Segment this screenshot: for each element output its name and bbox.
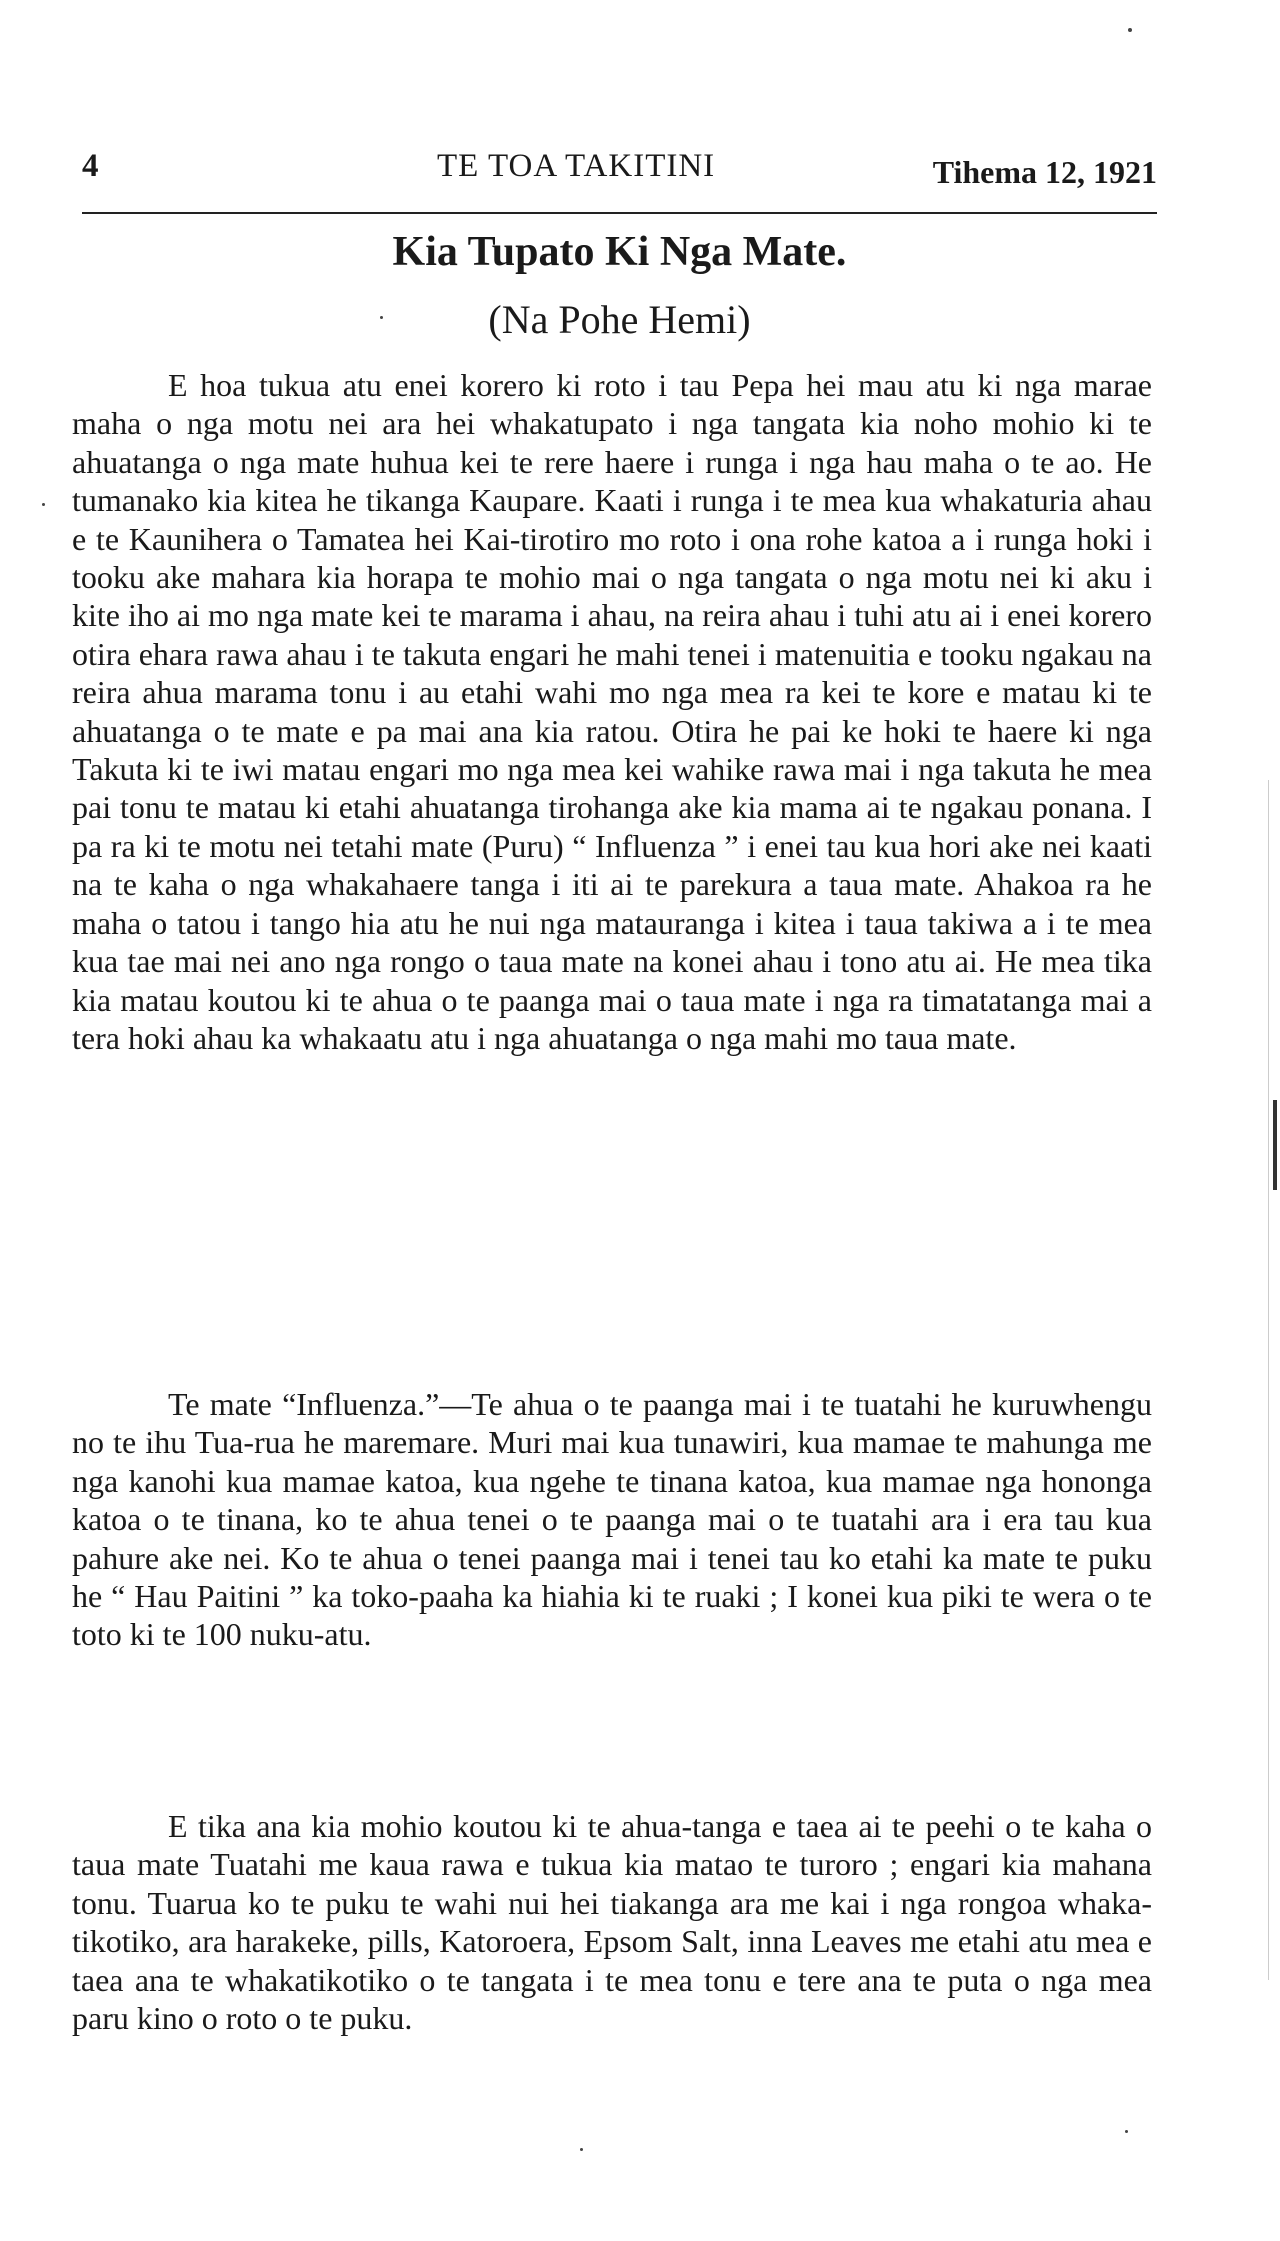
- page-header: [82, 148, 1157, 196]
- issue-date: Tihema 12, 1921: [932, 154, 1157, 190]
- print-speck: [42, 503, 45, 506]
- paragraph-1: E hoa tukua atu enei korero ki roto i tau Pepa hei mau atu ki nga marae maha o nga motu nei ara hei whakatupato i nga tangata kia noho mohio ki te ahuatanga o nga mate huhua kei te rere haere i runga i nga hau maha o te ao. He tumanako kia kitea he tikanga Kaupare. Kaati i runga i te mea kua whakaturia ahau e te Kaunihera o Tamatea hei Kai-tirotiro mo roto i ona rohe katoa a i runga hoki i tooku ake mahara kia horapa te mohio mai o nga tangata o nga motu nei ki aku i kite iho ai mo nga mate kei te marama i ahau, na reira ahau i tuhi atu ai i enei korero otira ehara rawa ahau i te takuta engari he mahi tenei i matenuitia e tooku ngakau na reira ahua marama tonu i au etahi wahi mo nga mea ra kei te kore e matau ki te ahuatanga o te mate e pa mai ana kia ratou. Otira he pai ke hoki te haere ki nga Takuta ki te iwi matau engari mo nga mea kei wahike rawa mai i nga takuta he mea pai tonu te matau ki etahi ahuatanga tirohanga ake kia mama ai te ngakau ponana. I pa ra ki te motu nei tetahi mate (Puru) “ Influenza ” i enei tau kua hori ake nei kaati na te kaha o nga whakahaere tanga i iti ai te parekura a taua mate. Ahakoa ra he maha o tatou i tango hia atu he nui nga matauranga i kitea i taua takiwa a i te mea kua tae mai nei ano nga rongo o taua mate na konei ahau i tono atu ai. He mea tika kia matau koutou ki te ahua o te paanga mai o taua mate i nga ra timatatanga mai a tera hoki ahau ka whakaatu atu i nga ahuatanga o nga mahi mo taua mate.: [72, 367, 1152, 1056]
- print-speck: [1128, 28, 1132, 32]
- article-title: Kia Tupato Ki Nga Mate.: [392, 229, 847, 275]
- print-speck: [580, 2148, 583, 2151]
- print-speck: [380, 316, 383, 319]
- paragraph-3: E tika ana kia mohio koutou ki te ahua-tanga e taea ai te peehi o te kaha o taua mate Tuatahi me kaua rawa e tukua kia matao te turoro ; engari kia mahana tonu. Tuarua ko te puku te wahi nui hei tiakanga ara me kai i nga rongoa whaka-tikotiko, ara harakeke, pills, Katoroera, Epsom Salt, inna Leaves me etahi atu mea e taea ana te whakatikotiko o te tangata i te mea tonu e tere ana te puta o nga mea paru kino o roto o te puku.: [72, 1808, 1152, 2037]
- print-speck: [1125, 2130, 1128, 2133]
- page-edge-mark: [1273, 1100, 1277, 1190]
- page-edge-line: [1268, 780, 1269, 1980]
- running-title: TE TOA TAKITINI: [437, 148, 716, 184]
- paragraph-2: Te mate “Influenza.”—Te ahua o te paanga mai i te tuatahi he kuruwhengu no te ihu Tua-rua he maremare. Muri mai kua tunawiri, kua mamae te mahunga me nga kanohi kua mamae katoa, kua ngehe te tinana katoa, kua mamae nga hononga katoa o te tinana, ko te ahua tenei o te paanga mai o te tuatahi ara i era tau kua pahure ake nei. Ko te ahua o tenei paanga mai i tenei tau ko etahi ka mate te puku he “ Hau Paitini ” ka toko-paaha ka hiahia ki te ruaki ; I konei kua piki te wera o te toto ki te 100 nuku-atu.: [72, 1386, 1152, 1653]
- header-rule: [82, 212, 1157, 214]
- article-author: (Na Pohe Hemi): [488, 297, 751, 342]
- page-number: 4: [82, 148, 99, 184]
